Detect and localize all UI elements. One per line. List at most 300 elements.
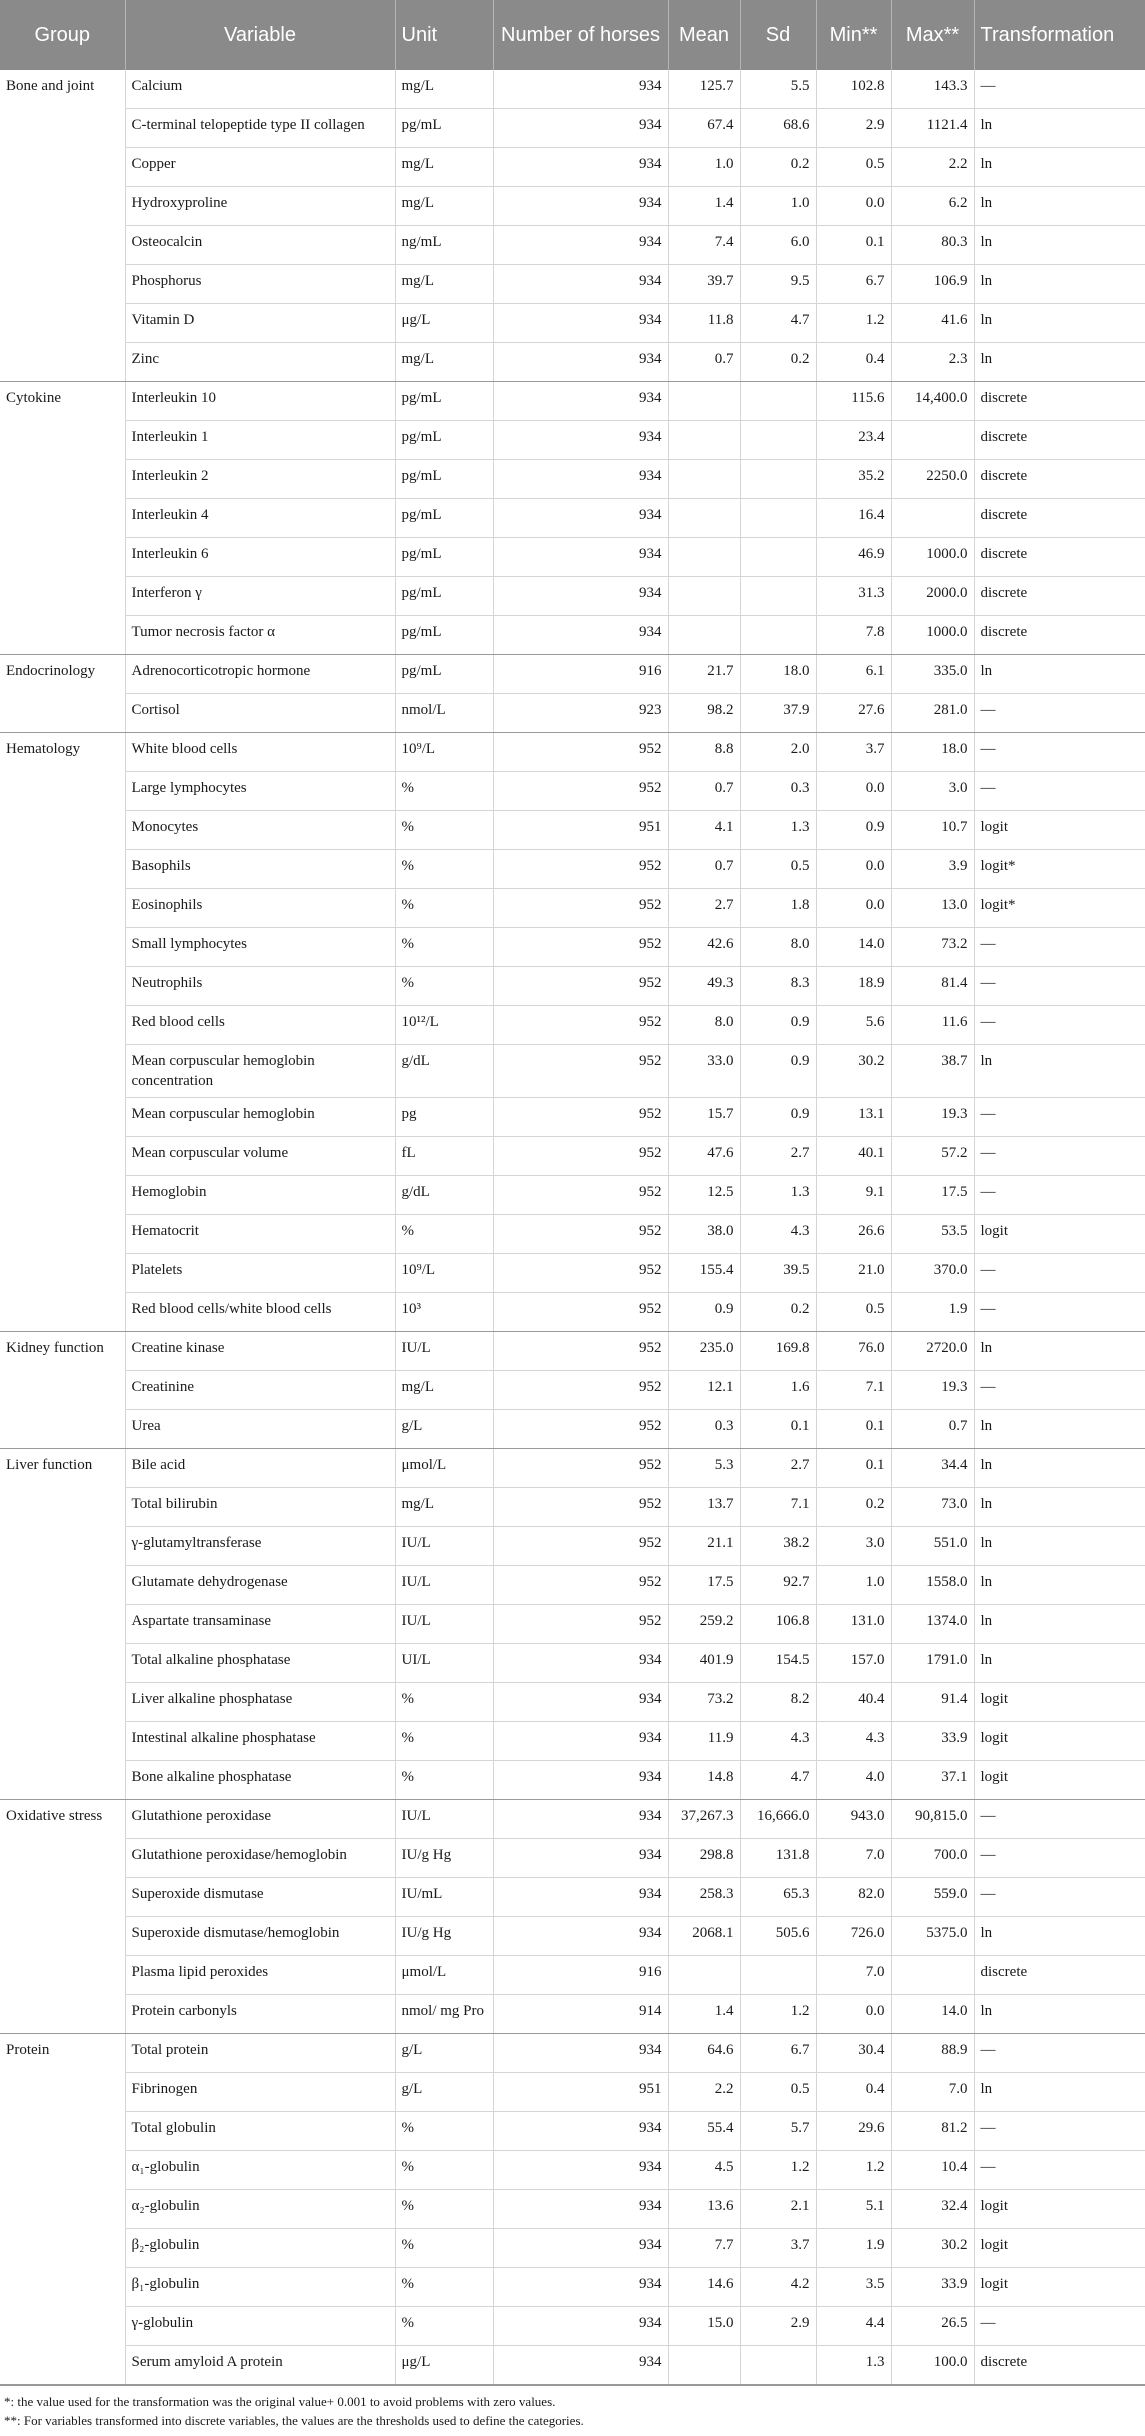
cell-sd: 1.0 [740,187,816,226]
cell-unit: 10³ [395,1293,493,1332]
cell-sd: 9.5 [740,265,816,304]
cell-number-of-horses: 952 [493,772,668,811]
cell-unit: % [395,2268,493,2307]
table-row [0,1410,1145,1449]
cell-mean: 4.5 [668,2151,740,2190]
header-row [0,0,1145,70]
cell-transformation: ln [974,1488,1145,1527]
cell-transformation: — [974,1371,1145,1410]
cell-variable: Glutathione peroxidase/hemoglobin [125,1839,395,1878]
cell-max: 1.9 [891,1293,974,1332]
cell-transformation: — [974,1176,1145,1215]
cell-mean: 47.6 [668,1137,740,1176]
cell-variable: Interleukin 4 [125,499,395,538]
cell-max: 18.0 [891,733,974,772]
table-row [0,2307,1145,2346]
cell-unit: pg/mL [395,460,493,499]
cell-number-of-horses: 934 [493,577,668,616]
cell-sd: 1.6 [740,1371,816,1410]
cell-sd: 0.1 [740,1410,816,1449]
cell-mean: 7.4 [668,226,740,265]
table-row [0,499,1145,538]
cell-number-of-horses: 952 [493,1488,668,1527]
cell-number-of-horses: 934 [493,1722,668,1761]
cell-number-of-horses: 951 [493,2073,668,2112]
cell-unit: % [395,1761,493,1800]
cell-number-of-horses: 914 [493,1995,668,2034]
group-cell: Liver function [0,1449,125,1800]
cell-unit: fL [395,1137,493,1176]
cell-min: 1.0 [816,1566,891,1605]
cell-sd: 0.5 [740,850,816,889]
cell-number-of-horses: 952 [493,850,668,889]
cell-variable: α₁-globulin [125,2151,395,2190]
cell-sd: 4.3 [740,1215,816,1254]
cell-sd [740,616,816,655]
cell-variable: Interferon γ [125,577,395,616]
cell-number-of-horses: 952 [493,889,668,928]
cell-mean: 258.3 [668,1878,740,1917]
cell-min: 35.2 [816,460,891,499]
cell-max: 14.0 [891,1995,974,2034]
cell-min: 0.1 [816,1449,891,1488]
cell-unit: % [395,1683,493,1722]
cell-unit: % [395,2151,493,2190]
cell-transformation: ln [974,1527,1145,1566]
cell-variable: Osteocalcin [125,226,395,265]
cell-max: 6.2 [891,187,974,226]
cell-mean: 2.7 [668,889,740,928]
cell-max: 0.7 [891,1410,974,1449]
cell-number-of-horses: 952 [493,1566,668,1605]
cell-max: 57.2 [891,1137,974,1176]
cell-variable: C-terminal telopeptide type II collagen [125,109,395,148]
cell-min: 0.0 [816,850,891,889]
table-row [0,304,1145,343]
cell-min: 6.1 [816,655,891,694]
cell-variable: Superoxide dismutase [125,1878,395,1917]
cell-unit: IU/L [395,1605,493,1644]
cell-variable: Bone alkaline phosphatase [125,1761,395,1800]
header-variable: Variable [125,0,395,70]
cell-min: 726.0 [816,1917,891,1956]
cell-unit: mg/L [395,148,493,187]
cell-number-of-horses: 934 [493,2151,668,2190]
cell-min: 13.1 [816,1098,891,1137]
cell-sd: 3.7 [740,2229,816,2268]
cell-unit: % [395,889,493,928]
cell-variable: Glutamate dehydrogenase [125,1566,395,1605]
cell-number-of-horses: 934 [493,2229,668,2268]
cell-mean: 33.0 [668,1045,740,1098]
cell-sd: 2.1 [740,2190,816,2229]
cell-max: 2250.0 [891,460,974,499]
cell-sd [740,1956,816,1995]
cell-sd: 0.2 [740,343,816,382]
header-number-of-horses: Number of horses [493,0,668,70]
cell-max: 81.2 [891,2112,974,2151]
cell-sd: 106.8 [740,1605,816,1644]
cell-min: 40.1 [816,1137,891,1176]
cell-number-of-horses: 934 [493,343,668,382]
cell-sd: 38.2 [740,1527,816,1566]
cell-sd: 16,666.0 [740,1800,816,1839]
cell-mean: 0.7 [668,850,740,889]
cell-number-of-horses: 952 [493,1449,668,1488]
cell-min: 7.8 [816,616,891,655]
cell-transformation: — [974,2307,1145,2346]
table-row [0,967,1145,1006]
cell-unit: pg/mL [395,382,493,421]
cell-sd: 1.8 [740,889,816,928]
table-row [0,1449,1145,1488]
cell-sd [740,538,816,577]
cell-max: 88.9 [891,2034,974,2073]
cell-max: 19.3 [891,1371,974,1410]
cell-transformation: logit [974,2190,1145,2229]
cell-max [891,499,974,538]
table-row [0,1137,1145,1176]
cell-unit: g/dL [395,1176,493,1215]
cell-mean [668,382,740,421]
cell-number-of-horses: 934 [493,1839,668,1878]
cell-number-of-horses: 952 [493,1098,668,1137]
table-row [0,1566,1145,1605]
cell-max [891,1956,974,1995]
table-row [0,1293,1145,1332]
cell-sd: 0.9 [740,1098,816,1137]
cell-number-of-horses: 952 [493,1137,668,1176]
cell-transformation: ln [974,2073,1145,2112]
cell-unit: 10⁹/L [395,1254,493,1293]
cell-min: 0.0 [816,772,891,811]
cell-mean: 49.3 [668,967,740,1006]
cell-number-of-horses: 952 [493,1215,668,1254]
cell-transformation: — [974,694,1145,733]
cell-sd: 1.3 [740,811,816,850]
cell-number-of-horses: 934 [493,421,668,460]
header-max: Max** [891,0,974,70]
cell-unit: pg/mL [395,499,493,538]
cell-min: 1.2 [816,2151,891,2190]
cell-unit: ng/mL [395,226,493,265]
cell-variable: Hematocrit [125,1215,395,1254]
table-row [0,889,1145,928]
cell-min: 29.6 [816,2112,891,2151]
cell-transformation: ln [974,1566,1145,1605]
cell-unit: % [395,2112,493,2151]
cell-sd: 8.3 [740,967,816,1006]
cell-number-of-horses: 934 [493,1644,668,1683]
cell-number-of-horses: 934 [493,2112,668,2151]
header-min: Min** [816,0,891,70]
cell-sd: 8.0 [740,928,816,967]
cell-unit: mg/L [395,265,493,304]
cell-max: 80.3 [891,226,974,265]
cell-mean: 38.0 [668,1215,740,1254]
cell-sd: 65.3 [740,1878,816,1917]
cell-transformation: ln [974,1410,1145,1449]
cell-number-of-horses: 934 [493,499,668,538]
cell-transformation: discrete [974,1956,1145,1995]
cell-number-of-horses: 934 [493,70,668,109]
cell-number-of-horses: 916 [493,1956,668,1995]
cell-sd: 0.2 [740,148,816,187]
group-cell: Oxidative stress [0,1800,125,2034]
cell-transformation: — [974,1293,1145,1332]
cell-min: 14.0 [816,928,891,967]
cell-unit: pg/mL [395,616,493,655]
cell-max: 700.0 [891,1839,974,1878]
table-row [0,811,1145,850]
table-row [0,1917,1145,1956]
cell-transformation: logit* [974,850,1145,889]
cell-number-of-horses: 923 [493,694,668,733]
cell-max: 81.4 [891,967,974,1006]
cell-number-of-horses: 934 [493,2034,668,2073]
header-unit: Unit [395,0,493,70]
cell-min: 0.4 [816,2073,891,2112]
cell-mean: 21.7 [668,655,740,694]
cell-variable: Mean corpuscular hemoglobin concentration [125,1045,395,1098]
cell-variable: Interleukin 6 [125,538,395,577]
cell-min: 0.5 [816,1293,891,1332]
cell-min: 2.9 [816,109,891,148]
cell-min: 18.9 [816,967,891,1006]
table-row [0,148,1145,187]
cell-sd: 6.0 [740,226,816,265]
cell-variable: Basophils [125,850,395,889]
cell-variable: Red blood cells [125,1006,395,1045]
cell-transformation: discrete [974,460,1145,499]
cell-number-of-horses: 952 [493,1605,668,1644]
cell-unit: % [395,967,493,1006]
cell-min: 943.0 [816,1800,891,1839]
cell-unit: IU/L [395,1332,493,1371]
cell-unit: pg/mL [395,538,493,577]
cell-unit: % [395,2307,493,2346]
cell-mean [668,577,740,616]
cell-number-of-horses: 934 [493,2346,668,2385]
cell-transformation: — [974,1878,1145,1917]
cell-variable: Hydroxyproline [125,187,395,226]
cell-sd [740,577,816,616]
cell-transformation: — [974,1006,1145,1045]
cell-number-of-horses: 934 [493,109,668,148]
cell-min: 0.1 [816,226,891,265]
cell-max: 1791.0 [891,1644,974,1683]
cell-transformation: discrete [974,382,1145,421]
cell-sd: 154.5 [740,1644,816,1683]
cell-max: 2.3 [891,343,974,382]
cell-sd [740,460,816,499]
cell-unit: mg/L [395,187,493,226]
cell-sd: 18.0 [740,655,816,694]
cell-sd: 4.7 [740,304,816,343]
cell-sd: 0.9 [740,1045,816,1098]
cell-variable: Intestinal alkaline phosphatase [125,1722,395,1761]
cell-variable: Platelets [125,1254,395,1293]
cell-mean: 7.7 [668,2229,740,2268]
cell-variable: Liver alkaline phosphatase [125,1683,395,1722]
cell-min: 82.0 [816,1878,891,1917]
cell-sd [740,421,816,460]
cell-number-of-horses: 952 [493,1254,668,1293]
table-row [0,655,1145,694]
footnote-double-asterisk: **: For variables transformed into discrete variables, the values are the thresholds used to define the categories. [4,2413,584,2428]
cell-variable: Creatinine [125,1371,395,1410]
cell-variable: Total alkaline phosphatase [125,1644,395,1683]
table-row [0,850,1145,889]
cell-unit: % [395,2190,493,2229]
header-transformation: Transformation [974,0,1145,70]
cell-mean: 155.4 [668,1254,740,1293]
cell-transformation: logit [974,1761,1145,1800]
cell-number-of-horses: 934 [493,187,668,226]
cell-unit: μg/L [395,2346,493,2385]
cell-variable: Vitamin D [125,304,395,343]
cell-mean [668,460,740,499]
cell-min: 23.4 [816,421,891,460]
cell-mean: 12.5 [668,1176,740,1215]
cell-mean: 12.1 [668,1371,740,1410]
cell-max: 3.0 [891,772,974,811]
cell-unit: pg/mL [395,655,493,694]
cell-number-of-horses: 934 [493,1683,668,1722]
table-row [0,1488,1145,1527]
cell-min: 46.9 [816,538,891,577]
cell-mean: 17.5 [668,1566,740,1605]
cell-number-of-horses: 934 [493,2268,668,2307]
cell-sd: 131.8 [740,1839,816,1878]
cell-mean: 1.0 [668,148,740,187]
cell-min: 4.3 [816,1722,891,1761]
cell-variable: Protein carbonyls [125,1995,395,2034]
cell-unit: IU/g Hg [395,1839,493,1878]
cell-transformation: — [974,1839,1145,1878]
table-row [0,2346,1145,2385]
cell-unit: nmol/L [395,694,493,733]
cell-min: 102.8 [816,70,891,109]
table-row [0,1722,1145,1761]
cell-transformation: discrete [974,2346,1145,2385]
cell-variable: Creatine kinase [125,1332,395,1371]
cell-unit: IU/mL [395,1878,493,1917]
cell-min: 1.3 [816,2346,891,2385]
group-cell: Endocrinology [0,655,125,733]
cell-min: 30.4 [816,2034,891,2073]
cell-min: 115.6 [816,382,891,421]
cell-variable: Serum amyloid A protein [125,2346,395,2385]
cell-transformation: — [974,2034,1145,2073]
group-cell: Kidney function [0,1332,125,1449]
cell-sd: 2.0 [740,733,816,772]
cell-mean: 37,267.3 [668,1800,740,1839]
cell-transformation: discrete [974,577,1145,616]
cell-transformation: logit [974,2229,1145,2268]
table-row [0,1045,1145,1098]
cell-number-of-horses: 934 [493,304,668,343]
cell-mean: 4.1 [668,811,740,850]
cell-min: 0.5 [816,148,891,187]
cell-variable: Monocytes [125,811,395,850]
cell-mean: 1.4 [668,1995,740,2034]
cell-min: 26.6 [816,1215,891,1254]
cell-min: 6.7 [816,265,891,304]
table-row [0,2112,1145,2151]
cell-min: 7.0 [816,1956,891,1995]
cell-min: 131.0 [816,1605,891,1644]
table-row [0,70,1145,109]
cell-number-of-horses: 934 [493,538,668,577]
cell-variable: γ-glutamyltransferase [125,1527,395,1566]
cell-max: 73.2 [891,928,974,967]
cell-sd [740,499,816,538]
cell-unit: nmol/ mg Pro [395,1995,493,2034]
cell-variable: Mean corpuscular volume [125,1137,395,1176]
cell-mean: 2068.1 [668,1917,740,1956]
cell-max: 10.7 [891,811,974,850]
cell-unit: % [395,928,493,967]
cell-min: 0.9 [816,811,891,850]
cell-mean: 0.7 [668,343,740,382]
cell-mean: 0.7 [668,772,740,811]
cell-sd: 0.2 [740,1293,816,1332]
cell-unit: % [395,772,493,811]
cell-min: 27.6 [816,694,891,733]
group-cell: Hematology [0,733,125,1332]
table-row [0,1098,1145,1137]
cell-sd: 2.7 [740,1137,816,1176]
cell-variable: Glutathione peroxidase [125,1800,395,1839]
cell-mean: 67.4 [668,109,740,148]
cell-mean: 0.9 [668,1293,740,1332]
cell-max: 38.7 [891,1045,974,1098]
cell-variable: Plasma lipid peroxides [125,1956,395,1995]
cell-max: 73.0 [891,1488,974,1527]
cell-sd: 4.3 [740,1722,816,1761]
cell-unit: mg/L [395,1371,493,1410]
table-row [0,1956,1145,1995]
table-row [0,460,1145,499]
cell-transformation: — [974,733,1145,772]
cell-number-of-horses: 934 [493,1878,668,1917]
table-row [0,1839,1145,1878]
table-row [0,772,1145,811]
cell-number-of-horses: 951 [493,811,668,850]
cell-unit: IU/L [395,1566,493,1605]
cell-transformation: — [974,2151,1145,2190]
cell-mean [668,538,740,577]
cell-variable: γ-globulin [125,2307,395,2346]
cell-variable: Aspartate transaminase [125,1605,395,1644]
cell-unit: % [395,1722,493,1761]
cell-min: 5.6 [816,1006,891,1045]
cell-max: 1121.4 [891,109,974,148]
cell-sd: 2.9 [740,2307,816,2346]
table-row [0,382,1145,421]
cell-max: 41.6 [891,304,974,343]
cell-transformation: logit [974,1215,1145,1254]
cell-mean: 13.6 [668,2190,740,2229]
table-row [0,928,1145,967]
cell-unit: 10¹²/L [395,1006,493,1045]
cell-min: 0.0 [816,1995,891,2034]
cell-mean: 11.9 [668,1722,740,1761]
cell-sd: 5.7 [740,2112,816,2151]
table-row [0,1644,1145,1683]
group-cell: Bone and joint [0,70,125,382]
